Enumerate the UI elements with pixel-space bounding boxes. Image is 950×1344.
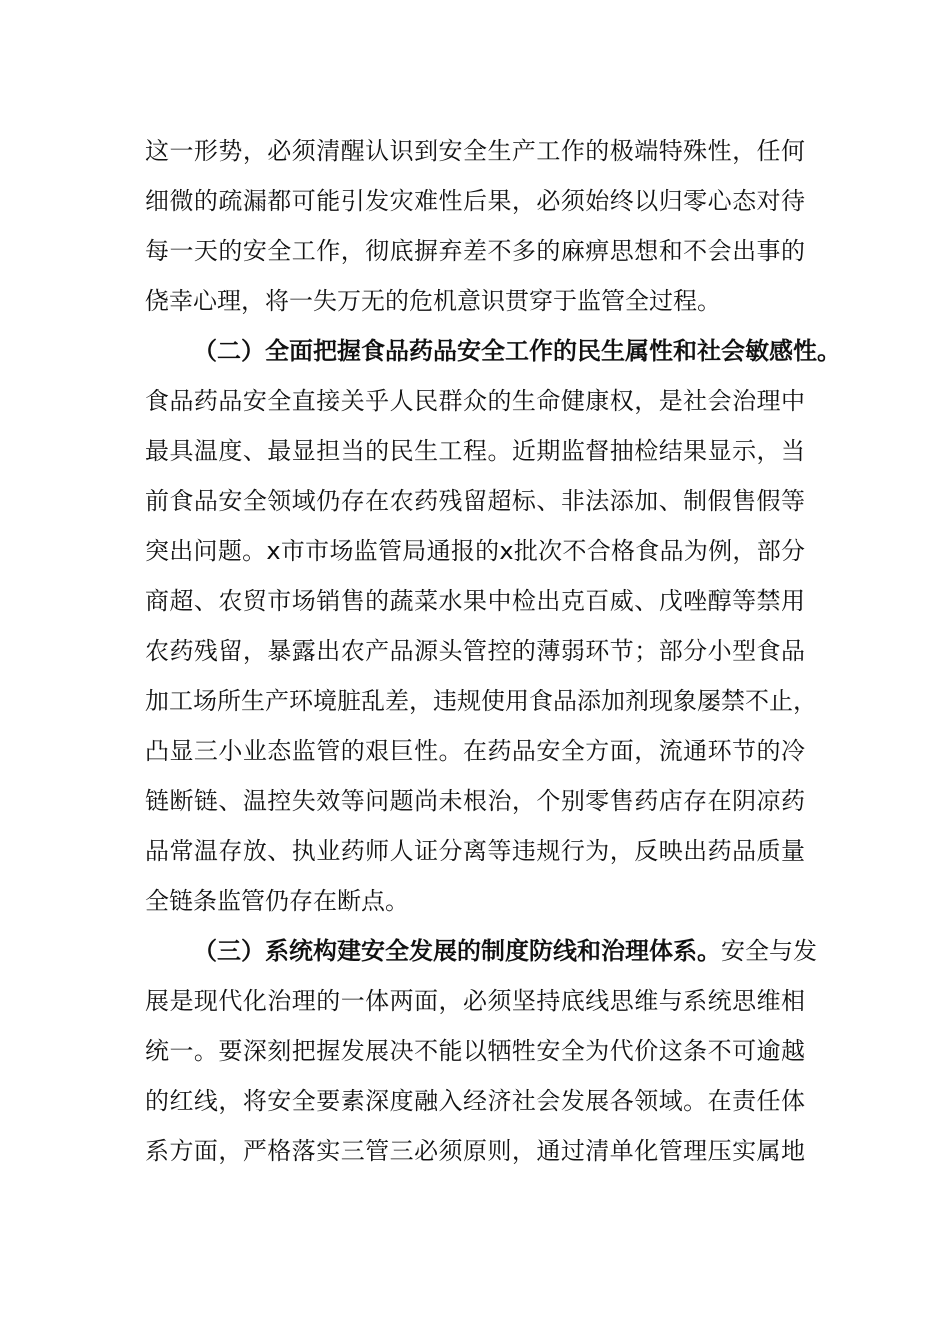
paragraph1-line-2: 细微的疏漏都可能引发灾难性后果，必须始终以归零心态对待: [145, 187, 805, 215]
paragraph2-line-11: 全链条监管仍存在断点。: [145, 887, 409, 915]
paragraph3-line-3: 的红线，将安全要素深度融入经济社会发展各领域。在责任体: [145, 1087, 805, 1115]
paragraph3-line-2: 统一。要深刻把握发展决不能以牺牲安全为代价这条不可逾越: [145, 1037, 805, 1065]
paragraph2-line-4: 突出问题。x市市场监管局通报的x批次不合格食品为例，部分: [145, 537, 805, 565]
paragraph2-line-7: 加工场所生产环境脏乱差，违规使用食品添加剂现象屡禁不止，: [145, 687, 817, 715]
paragraph1-line-1: 这一形势，必须清醒认识到安全生产工作的极端特殊性，任何: [145, 137, 805, 165]
paragraph1-line-4: 侥幸心理，将一失万无的危机意识贯穿于监管全过程。: [145, 287, 721, 315]
paragraph3-line-1: 展是现代化治理的一体两面，必须坚持底线思维与系统思维相: [145, 987, 805, 1015]
document-body: [145, 126, 841, 1176]
section-3-heading-tail: 安全与发: [721, 937, 817, 965]
paragraph2-line-5: 商超、农贸市场销售的蔬菜水果中检出克百威、戊唑醇等禁用: [145, 587, 805, 615]
section-3-heading-line: [145, 926, 817, 976]
paragraph2-line-3: 前食品安全领域仍存在农药残留超标、非法添加、制假售假等: [145, 487, 805, 515]
section-2-heading: （二）全面把握食品药品安全工作的民生属性和社会敏感性。: [193, 337, 841, 365]
paragraph2-line-1: 食品药品安全直接关乎人民群众的生命健康权，是社会治理中: [145, 387, 805, 415]
paragraph2-line-8: 凸显三小业态监管的艰巨性。在药品安全方面，流通环节的冷: [145, 737, 805, 765]
paragraph2-line-6: 农药残留，暴露出农产品源头管控的薄弱环节；部分小型食品: [145, 637, 805, 665]
paragraph1-line-3: 每一天的安全工作，彻底摒弃差不多的麻痹思想和不会出事的: [145, 237, 805, 265]
paragraph2-line-9: 链断链、温控失效等问题尚未根治，个别零售药店存在阴凉药: [145, 787, 805, 815]
paragraph2-line-2: 最具温度、最显担当的民生工程。近期监督抽检结果显示，当: [145, 437, 805, 465]
section-3-heading: （三）系统构建安全发展的制度防线和治理体系。: [193, 937, 721, 965]
paragraph2-line-10: 品常温存放、执业药师人证分离等违规行为，反映出药品质量: [145, 837, 805, 865]
paragraph3-line-4: 系方面，严格落实三管三必须原则，通过清单化管理压实属地: [145, 1137, 805, 1165]
